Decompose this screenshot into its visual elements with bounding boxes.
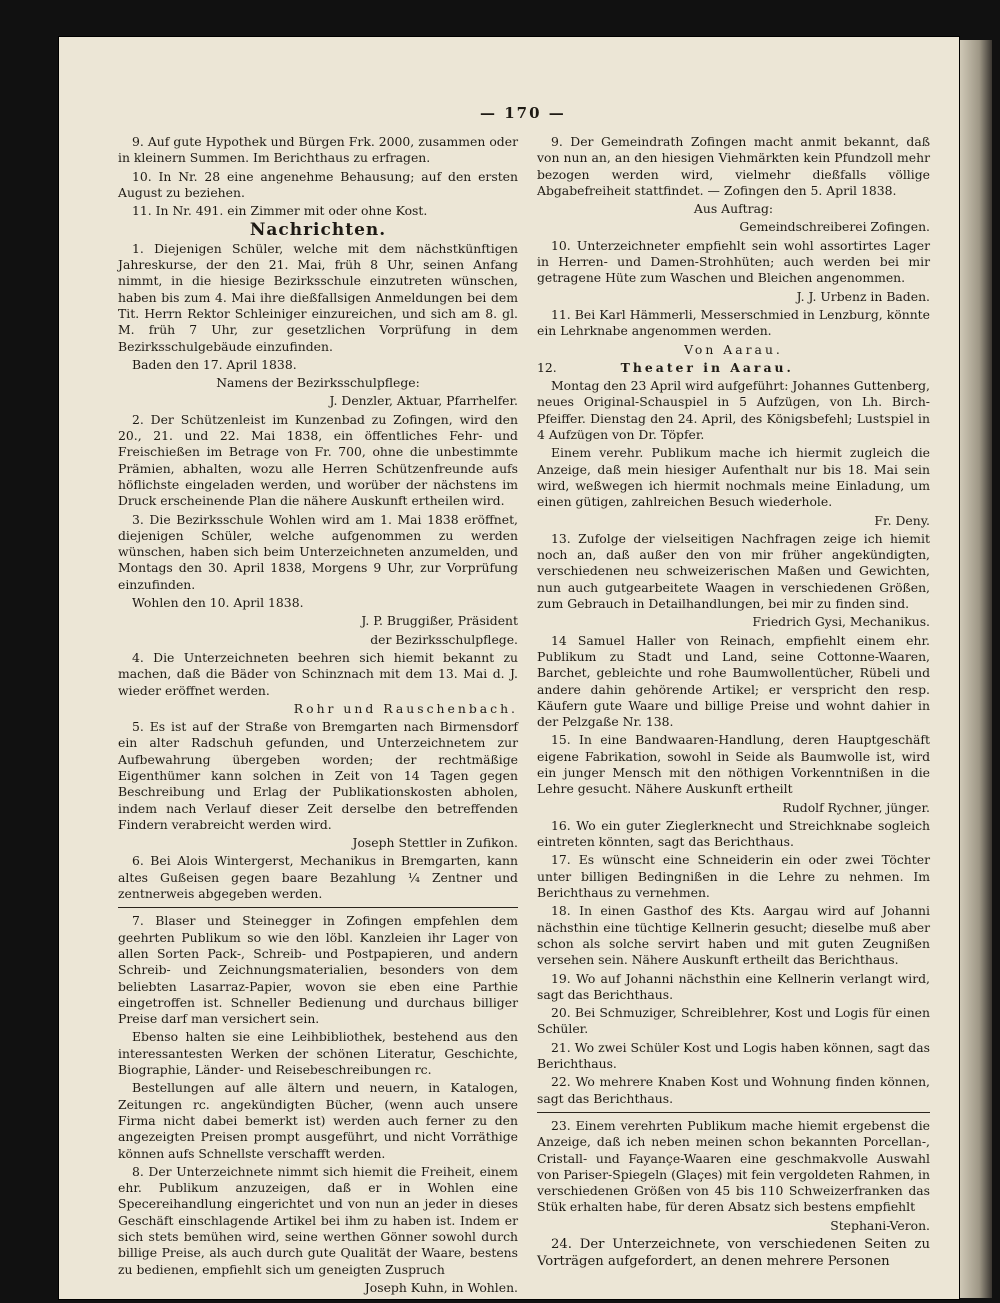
notice-17-text: 17. Es wünscht eine Schneiderin ein oder zwei Töchter unter billigen Bedingnißen in die Lehre zu nehmen. Im Berichthaus zu vernehmen. bbox=[537, 852, 930, 901]
divider bbox=[537, 1112, 930, 1113]
notice-4-sig: Rohr und Rauschenbach. bbox=[293, 700, 518, 716]
notice-23-sig: Stephani-Veron. bbox=[830, 1217, 930, 1233]
notice-14-text: 14 Samuel Haller von Reinach, empfiehlt einem ehr. Publikum zu Stadt und Land, seine Cottonne-Waaren, Barchet, gebleichte und rohe Baumwollentücher, Rübeli und andere dahin gehörende Artikel; er verspricht den resp. Käufern gute Waare und billige Preise und wohnt dahier in der Pelzgaße Nr. 138. bbox=[537, 632, 930, 730]
notice-12-title bbox=[537, 360, 930, 376]
notice-2-text: 2. Der Schützenleist im Kunzenbad zu Zofingen, wird den 20., 21. und 22. Mai 1838, ein öffentliches Fehr- und Freischießen im Betrage von Fr. 700, ohne die unbestimmte Prämien, abhalten, wozu alle Herren Schützenfreunde aufs höflichste eingeladen werden, und worüber der nächstens im Druck erscheinende Plan die nähere Auskunft ertheilen wird. bbox=[118, 411, 518, 509]
notice-19-text: 19. Wo auf Johanni nächsthin eine Kellnerin verlangt wird, sagt das Berichthaus. bbox=[537, 970, 930, 1002]
notice-16-text: 16. Wo ein guter Zieglerknecht und Streichknabe sogleich eintreten könnten, sagt das Berichthaus. bbox=[537, 817, 930, 850]
notice-9-sig2: Gemeindschreiberei Zofingen. bbox=[739, 219, 930, 235]
notice-23-text: 23. Einem verehrten Publikum mache hiemit ergebenst die Anzeige, daß ich neben meinen schon bekannten Porcellan-, Cristall- und Fayançe-Waaren eine geschmakvolle Auswahl von Pariser-Spiegeln (Glaçes) mit fein vergoldeten Rahmen, in verschiedenen Größen von 45 bis 110 Schweizerfranken das Stük erhalten habe, für deren Absatz sich bestens empfiehlt bbox=[537, 1117, 930, 1215]
notice-10-sig: J. J. Urbenz in Baden. bbox=[796, 288, 930, 304]
notice-13-sig: Friedrich Gysi, Mechanikus. bbox=[752, 614, 930, 630]
notice-12-p2: Einem verehr. Publikum mache ich hiermit zugleich die Anzeige, daß mein hiesiger Aufenthalt nur bis 18. Mai sein wird, weßwegen ich hiermit nochmals meine Einladung, um einen gütigen, zahlreichen Besuch wiederhole. bbox=[537, 445, 930, 510]
ad-9: 9. Auf gute Hypothek und Bürgen Frk. 2000, zusammen oder in kleinern Summen. Im Berichthaus zu erfragen. bbox=[118, 134, 518, 166]
notice-3-place: Wohlen den 10. April 1838. bbox=[132, 595, 304, 611]
page-edge bbox=[960, 40, 992, 1298]
notice-7-p3: Bestellungen auf alle ältern und neuern, in Katalogen, Zeitungen rc. angekündigten Bücher, (wenn auch unsere Firma nicht dabei bemerkt ist) werden auch ferner zu den angezeigten Preisen prompt ausgeführt, und nicht Vorräthige können aufs Schnellste verschafft werden. bbox=[118, 1080, 518, 1161]
notice-15-sig: Rudolf Rychner, jünger. bbox=[782, 799, 930, 815]
notice-1-sig2: J. Denzler, Aktuar, Pfarrhelfer. bbox=[329, 393, 518, 409]
notice-20-text: 20. Bei Schmuziger, Schreiblehrer, Kost und Logis für einen Schüler. bbox=[537, 1005, 930, 1037]
theater-title: Theater in Aarau. bbox=[620, 359, 794, 375]
notice-7-p1: 7. Blaser und Steinegger in Zofingen empfehlen dem geehrten Publikum so wie den löbl. Kanzleien ihr Lager von allen Sorten Pack-, Schreib- und Postpapieren, und andern Schreib- und Zeichnungsmaterialien, besonders von dem beliebten Lasarraz-Papier, wovon sie eben eine Parthie eingetroffen ist. Schneller Bedienung und durchaus billiger Preise darf man versichert sein. bbox=[118, 913, 518, 1027]
divider bbox=[118, 907, 518, 908]
notice-24-text: 24. Der Unterzeichnete, von verschiedenen Seiten zu Vorträgen aufgefordert, an denen mehrere Personen bbox=[537, 1237, 930, 1269]
notice-18-text: 18. In einen Gasthof des Kts. Aargau wird auf Johanni nächsthin eine tüchtige Kellnerin gesucht; dieselbe muß aber schon als solche servirt haben und mit guten Zeugnißen versehen sein. Nähere Auskunft ertheilt das Berichthaus. bbox=[537, 903, 930, 968]
notice-5-text: 5. Es ist auf der Straße von Bremgarten nach Birmensdorf ein alter Radschuh gefunden, und Unterzeichnetem zur Aufbewahrung übergeben worden; der rechtmäßige Eigenthümer kann solchen in Zeit von 14 Tagen gegen Beschreibung und Erlag der Publikationskosten abholen, indem nach Verlauf dieser Zeit derselbe den betreffenden Findern verabreicht werden wird. bbox=[118, 719, 518, 832]
ad-11: 11. In Nr. 491. ein Zimmer mit oder ohne Kost. bbox=[132, 203, 428, 219]
notice-7-p2: Ebenso halten sie eine Leihbibliothek, bestehend aus den interessantesten Werken der schönen Literatur, Geschichte, Biographie, Länder- und Reisebeschreibungen rc. bbox=[118, 1029, 518, 1078]
notice-4-text: 4. Die Unterzeichneten beehren sich hiemit bekannt zu machen, daß die Bäder von Schinznach mit dem 13. Mai d. J. wieder eröffnet werden. bbox=[118, 649, 518, 698]
notice-12-num: 12. bbox=[537, 359, 557, 375]
notice-9-text: 9. Der Gemeindrath Zofingen macht anmit bekannt, daß von nun an, an den hiesigen Viehmärkten kein Pfundzoll mehr bezogen werden wird, vielmehr dießfalls völlige Abgabefreiheit stattfindet. — Zofingen den 5. April 1838. bbox=[537, 134, 930, 198]
notice-1-text: 1. Diejenigen Schüler, welche mit dem nächstkünftigen Jahreskurse, der den 21. Mai, früh 8 Uhr, seinen Anfang nimmt, in die hiesige Bezirksschule einzutreten wünschen, haben bis zum 4. Mai ihre dießfallsigen Anmeldungen bei dem Tit. Herrn Rektor Schleiniger einzureichen, und sich am 8. gl. M. früh 7 Uhr, zur gesetzlichen Vorprüfung in dem Bezirksschulgebäude einzufinden. bbox=[118, 240, 518, 354]
notice-9-sig1: Aus Auftrag: bbox=[693, 201, 774, 217]
notice-11-text: 11. Bei Karl Hämmerli, Messerschmied in Lenzburg, könnte ein Lehrknabe angenommen werden. bbox=[537, 306, 930, 339]
notice-3-sig1: J. P. Bruggißer, Präsident bbox=[361, 613, 518, 629]
notice-21-text: 21. Wo zwei Schüler Kost und Logis haben können, sagt das Berichthaus. bbox=[537, 1039, 930, 1072]
notice-13-text: 13. Zufolge der vielseitigen Nachfragen zeige ich hiemit noch an, daß außer den von mir früher angekündigten, verschiedenen neu schweizerischen Maßen und Gewichten, nun auch gutgearbeitete Waagen in verschiedenen Größen, zum Gebrauch in Detailhandlungen, bei mir zu finden sind. bbox=[537, 530, 930, 612]
section-aarau: Von Aarau. bbox=[684, 341, 783, 357]
notice-8-text: 8. Der Unterzeichnete nimmt sich hiemit die Freiheit, einem ehr. Publikum anzuzeigen, daß er in Wohlen eine Specereihandlung eingerichtet und von nun an jeder in dieses Geschäft einschlagende Artikel bei ihm zu haben ist. Indem er sich stets bemühen wird, seine werthen Gönner sowohl durch billige Preise, als auch durch gute Qualität der Waare, bestens zu bedienen, empfiehlt sich um geneigten Zuspruch bbox=[118, 1163, 518, 1277]
notice-8-sig: Joseph Kuhn, in Wohlen. bbox=[364, 1279, 518, 1295]
notice-12-sig: Fr. Deny. bbox=[874, 512, 930, 528]
notice-3-sig2: der Bezirksschulpflege. bbox=[370, 631, 518, 647]
page-number: — 170 — bbox=[480, 104, 566, 122]
notice-1-sig1: Namens der Bezirksschulpflege: bbox=[216, 375, 420, 391]
left-column bbox=[118, 134, 518, 1298]
notice-10-text: 10. Unterzeichneter empfiehlt sein wohl assortirtes Lager in Herren- und Damen-Strohhüten; auch werden bei mir getragene Hüte zum Waschen und Bleichen angenommen. bbox=[537, 237, 930, 286]
notice-1-place: Baden den 17. April 1838. bbox=[132, 356, 297, 372]
notice-5-sig: Joseph Stettler in Zufikon. bbox=[352, 835, 518, 851]
right-column bbox=[537, 134, 930, 1272]
notice-15-text: 15. In eine Bandwaaren-Handlung, deren Hauptgeschäft eigene Fabrikation, sowohl in Seide als Baumwolle ist, wird ein junger Mensch mit den nöthigen Vorkenntnißen in die Lehre gesucht. Nähere Auskunft ertheilt bbox=[537, 732, 930, 797]
notice-3-text: 3. Die Bezirksschule Wohlen wird am 1. Mai 1838 eröffnet, diejenigen Schüler, welche aufgenommen zu werden wünschen, haben sich beim Unterzeichneten anzumelden, und Montags den 30. April 1838, Morgens 9 Uhr, zur Vorprüfung einzufinden. bbox=[118, 511, 518, 592]
notice-22-text: 22. Wo mehrere Knaben Kost und Wohnung finden können, sagt das Berichthaus. bbox=[537, 1074, 930, 1106]
ad-10: 10. In Nr. 28 eine angenehme Behausung; auf den ersten August zu beziehen. bbox=[118, 168, 518, 200]
notice-12-p1: Montag den 23 April wird aufgeführt: Johannes Guttenberg, neues Original-Schauspiel in 5 Aufzügen, von Lh. Birch-Pfeiffer. Dienstag den 24. April, des Königsbefehl; Lustspiel in 4 Aufzügen von Dr. Töpfer. bbox=[537, 378, 930, 443]
notice-6-text: 6. Bei Alois Wintergerst, Mechanikus in Bremgarten, kann altes Gußeisen gegen baare Bezahlung ¼ Zentner und zentnerweis abgegeben werden. bbox=[118, 853, 518, 902]
section-heading: Nachrichten. bbox=[249, 220, 387, 241]
